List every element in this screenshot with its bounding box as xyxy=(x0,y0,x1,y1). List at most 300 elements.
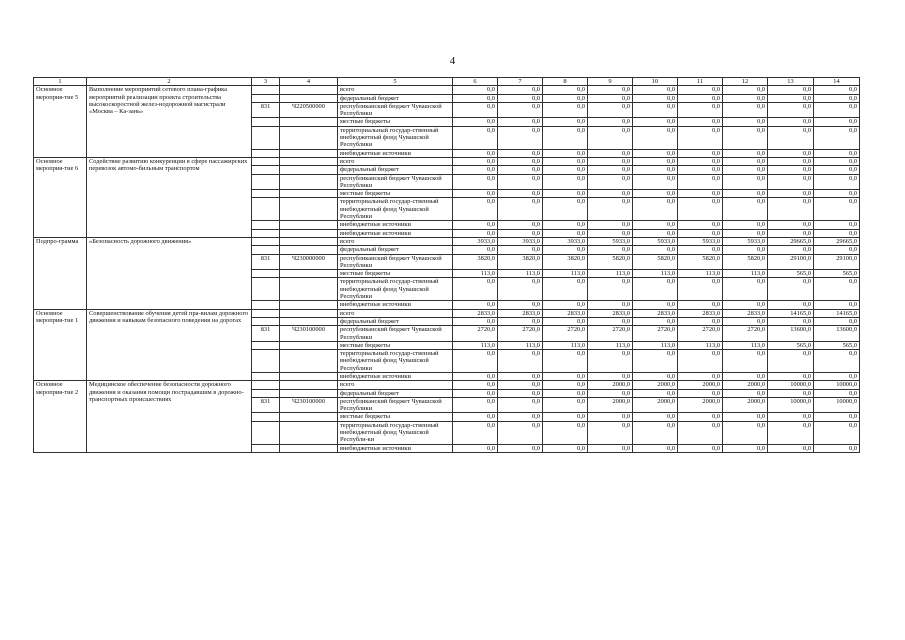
value-cell: 0,0 xyxy=(768,86,814,94)
value-cell: 0,0 xyxy=(543,198,588,221)
value-cell: 0,0 xyxy=(498,413,543,421)
value-cell: 0,0 xyxy=(814,444,860,452)
value-cell: 0,0 xyxy=(723,229,768,237)
funding-source: внебюджетные источники xyxy=(338,301,453,309)
value-cell: 29100,0 xyxy=(768,254,814,270)
header-cell: 7 xyxy=(498,78,543,86)
value-cell: 0,0 xyxy=(768,157,814,165)
target-code-cell xyxy=(280,190,338,198)
target-code-cell xyxy=(280,118,338,126)
target-code-cell xyxy=(280,237,338,245)
target-code-cell xyxy=(280,413,338,421)
code-cell xyxy=(252,198,280,221)
funding-source: федеральный бюджет xyxy=(338,246,453,254)
value-cell: 0,0 xyxy=(498,421,543,444)
value-cell: 0,0 xyxy=(723,389,768,397)
target-code-cell xyxy=(280,309,338,317)
value-cell: 0,0 xyxy=(678,174,723,190)
value-cell: 0,0 xyxy=(498,86,543,94)
block-description: Совершенствование обучения детей пра-вилам дорожного движения и навыкам безопасного поведения на дорогах xyxy=(87,309,252,381)
value-cell: 2720,0 xyxy=(543,326,588,342)
code-cell xyxy=(252,444,280,452)
target-code-cell xyxy=(280,166,338,174)
code-cell xyxy=(252,166,280,174)
value-cell: 0,0 xyxy=(498,372,543,380)
header-cell: 14 xyxy=(814,78,860,86)
block-label: Подпро-грамма xyxy=(34,237,87,309)
value-cell: 0,0 xyxy=(633,421,678,444)
value-cell: 0,0 xyxy=(723,174,768,190)
value-cell: 0,0 xyxy=(453,102,498,118)
value-cell: 0,0 xyxy=(814,190,860,198)
value-cell: 0,0 xyxy=(633,278,678,301)
value-cell: 0,0 xyxy=(814,166,860,174)
value-cell: 0,0 xyxy=(723,118,768,126)
value-cell: 0,0 xyxy=(678,102,723,118)
funding-source: территориальный государ-ственный внебюджетный фонд Чувашской Республики xyxy=(338,126,453,149)
target-code-cell xyxy=(280,389,338,397)
value-cell: 0,0 xyxy=(453,444,498,452)
value-cell: 2000,0 xyxy=(678,397,723,413)
value-cell: 0,0 xyxy=(633,126,678,149)
target-code-cell xyxy=(280,278,338,301)
table-row xyxy=(34,381,860,389)
target-code-cell xyxy=(280,381,338,389)
funding-source: федеральный бюджет xyxy=(338,94,453,102)
value-cell: 0,0 xyxy=(453,190,498,198)
value-cell: 0,0 xyxy=(498,350,543,373)
value-cell: 0,0 xyxy=(588,198,633,221)
value-cell: 0,0 xyxy=(633,413,678,421)
value-cell: 14165,0 xyxy=(768,309,814,317)
value-cell: 0,0 xyxy=(543,157,588,165)
value-cell: 0,0 xyxy=(453,372,498,380)
value-cell: 0,0 xyxy=(678,126,723,149)
value-cell: 0,0 xyxy=(768,229,814,237)
value-cell: 0,0 xyxy=(768,221,814,229)
funding-source: территориальный государ-ственный внебюджетный фонд Чувашской Республики xyxy=(338,350,453,373)
value-cell: 0,0 xyxy=(633,221,678,229)
value-cell: 0,0 xyxy=(768,174,814,190)
value-cell: 0,0 xyxy=(543,102,588,118)
value-cell: 0,0 xyxy=(588,157,633,165)
value-cell: 0,0 xyxy=(678,421,723,444)
value-cell: 2000,0 xyxy=(633,381,678,389)
value-cell: 0,0 xyxy=(453,381,498,389)
value-cell: 0,0 xyxy=(814,246,860,254)
value-cell: 113,0 xyxy=(678,270,723,278)
value-cell: 0,0 xyxy=(498,301,543,309)
funding-source: всего xyxy=(338,157,453,165)
value-cell: 113,0 xyxy=(543,341,588,349)
value-cell: 0,0 xyxy=(453,86,498,94)
value-cell: 29665,0 xyxy=(814,237,860,245)
value-cell: 10000,0 xyxy=(814,381,860,389)
value-cell: 0,0 xyxy=(678,301,723,309)
value-cell: 0,0 xyxy=(723,278,768,301)
value-cell: 2833,0 xyxy=(678,309,723,317)
funding-source: местные бюджеты xyxy=(338,413,453,421)
value-cell: 113,0 xyxy=(498,270,543,278)
value-cell: 0,0 xyxy=(498,118,543,126)
code-cell xyxy=(252,221,280,229)
value-cell: 5933,0 xyxy=(633,237,678,245)
value-cell: 0,0 xyxy=(723,301,768,309)
value-cell: 2833,0 xyxy=(633,309,678,317)
value-cell: 0,0 xyxy=(543,221,588,229)
value-cell: 0,0 xyxy=(453,301,498,309)
value-cell: 0,0 xyxy=(588,350,633,373)
value-cell: 0,0 xyxy=(768,166,814,174)
value-cell: 0,0 xyxy=(543,413,588,421)
value-cell: 13600,0 xyxy=(768,326,814,342)
code-cell xyxy=(252,350,280,373)
target-code-cell xyxy=(280,94,338,102)
value-cell: 0,0 xyxy=(814,278,860,301)
value-cell: 2833,0 xyxy=(723,309,768,317)
value-cell: 0,0 xyxy=(633,86,678,94)
value-cell: 0,0 xyxy=(543,372,588,380)
value-cell: 0,0 xyxy=(543,278,588,301)
value-cell: 0,0 xyxy=(814,86,860,94)
value-cell: 0,0 xyxy=(723,190,768,198)
value-cell: 0,0 xyxy=(723,166,768,174)
value-cell: 0,0 xyxy=(498,149,543,157)
value-cell: 0,0 xyxy=(588,221,633,229)
value-cell: 0,0 xyxy=(543,118,588,126)
value-cell: 113,0 xyxy=(678,341,723,349)
value-cell: 0,0 xyxy=(768,444,814,452)
value-cell: 565,0 xyxy=(768,341,814,349)
table-row xyxy=(34,237,860,245)
funding-source: внебюджетные источники xyxy=(338,372,453,380)
value-cell: 0,0 xyxy=(588,86,633,94)
value-cell: 2720,0 xyxy=(723,326,768,342)
value-cell: 0,0 xyxy=(633,301,678,309)
value-cell: 0,0 xyxy=(498,278,543,301)
value-cell: 113,0 xyxy=(588,341,633,349)
value-cell: 0,0 xyxy=(678,221,723,229)
value-cell: 0,0 xyxy=(723,126,768,149)
value-cell: 0,0 xyxy=(543,149,588,157)
code-cell xyxy=(252,278,280,301)
funding-source: федеральный бюджет xyxy=(338,166,453,174)
funding-source: территориальный государ-ственный внебюджетный фонд Чувашской Республи-ки xyxy=(338,421,453,444)
funding-source: территориальный государ-ственный внебюджетный фонд Чувашской Республики xyxy=(338,198,453,221)
value-cell: 0,0 xyxy=(678,413,723,421)
value-cell: 0,0 xyxy=(498,166,543,174)
target-code-cell xyxy=(280,221,338,229)
block-label: Основное мероприя-тие 1 xyxy=(34,309,87,381)
value-cell: 0,0 xyxy=(633,444,678,452)
value-cell: 0,0 xyxy=(588,118,633,126)
value-cell: 0,0 xyxy=(543,229,588,237)
value-cell: 0,0 xyxy=(633,229,678,237)
value-cell: 0,0 xyxy=(678,118,723,126)
value-cell: 0,0 xyxy=(543,174,588,190)
value-cell: 0,0 xyxy=(588,444,633,452)
value-cell: 2000,0 xyxy=(678,381,723,389)
page-number: 4 xyxy=(449,55,456,67)
value-cell: 0,0 xyxy=(498,198,543,221)
value-cell: 0,0 xyxy=(588,246,633,254)
value-cell: 0,0 xyxy=(498,444,543,452)
value-cell: 13600,0 xyxy=(814,326,860,342)
value-cell: 0,0 xyxy=(768,301,814,309)
value-cell: 0,0 xyxy=(723,94,768,102)
value-cell: 0,0 xyxy=(588,317,633,325)
target-code-cell xyxy=(280,229,338,237)
value-cell: 0,0 xyxy=(498,94,543,102)
value-cell: 0,0 xyxy=(588,102,633,118)
target-code-cell xyxy=(280,421,338,444)
value-cell: 0,0 xyxy=(588,94,633,102)
value-cell: 113,0 xyxy=(453,341,498,349)
value-cell: 0,0 xyxy=(678,86,723,94)
target-code-cell xyxy=(280,317,338,325)
value-cell: 3820,0 xyxy=(453,254,498,270)
header-cell: 13 xyxy=(768,78,814,86)
value-cell: 0,0 xyxy=(723,421,768,444)
value-cell: 0,0 xyxy=(633,317,678,325)
value-cell: 0,0 xyxy=(498,157,543,165)
value-cell: 2833,0 xyxy=(453,309,498,317)
value-cell: 0,0 xyxy=(453,350,498,373)
value-cell: 5820,0 xyxy=(633,254,678,270)
value-cell: 0,0 xyxy=(814,421,860,444)
header-cell: 4 xyxy=(280,78,338,86)
value-cell: 0,0 xyxy=(453,221,498,229)
value-cell: 0,0 xyxy=(588,413,633,421)
code-cell xyxy=(252,309,280,317)
value-cell: 0,0 xyxy=(453,126,498,149)
target-code-cell xyxy=(280,198,338,221)
funding-source: всего xyxy=(338,309,453,317)
target-code-cell: Ч230100000 xyxy=(280,326,338,342)
value-cell: 0,0 xyxy=(633,166,678,174)
value-cell: 0,0 xyxy=(588,229,633,237)
code-cell xyxy=(252,413,280,421)
value-cell: 10000,0 xyxy=(768,381,814,389)
value-cell: 0,0 xyxy=(588,278,633,301)
value-cell: 0,0 xyxy=(768,94,814,102)
value-cell: 0,0 xyxy=(588,166,633,174)
value-cell: 0,0 xyxy=(588,372,633,380)
funding-source: федеральный бюджет xyxy=(338,317,453,325)
value-cell: 0,0 xyxy=(453,149,498,157)
value-cell: 113,0 xyxy=(723,341,768,349)
value-cell: 0,0 xyxy=(678,278,723,301)
header-cell: 11 xyxy=(678,78,723,86)
value-cell: 0,0 xyxy=(453,317,498,325)
code-cell xyxy=(252,94,280,102)
value-cell: 0,0 xyxy=(814,94,860,102)
value-cell: 0,0 xyxy=(588,190,633,198)
value-cell: 0,0 xyxy=(814,102,860,118)
value-cell: 2720,0 xyxy=(498,326,543,342)
value-cell: 0,0 xyxy=(498,174,543,190)
code-cell xyxy=(252,389,280,397)
value-cell: 0,0 xyxy=(814,118,860,126)
target-code-cell xyxy=(280,86,338,94)
target-code-cell xyxy=(280,270,338,278)
block-description: Медицинское обеспечение безопасности дорожного движения и оказания помощи пострадавшим в дорожно-транспортных происшествиях xyxy=(87,381,252,453)
value-cell: 0,0 xyxy=(633,149,678,157)
target-code-cell: Ч220500000 xyxy=(280,102,338,118)
value-cell: 0,0 xyxy=(453,166,498,174)
value-cell: 0,0 xyxy=(678,157,723,165)
target-code-cell xyxy=(280,149,338,157)
value-cell: 0,0 xyxy=(498,317,543,325)
value-cell: 0,0 xyxy=(498,190,543,198)
value-cell: 0,0 xyxy=(814,372,860,380)
value-cell: 10000,0 xyxy=(814,397,860,413)
code-cell xyxy=(252,157,280,165)
value-cell: 5820,0 xyxy=(678,254,723,270)
value-cell: 0,0 xyxy=(498,126,543,149)
value-cell: 0,0 xyxy=(814,301,860,309)
value-cell: 0,0 xyxy=(723,350,768,373)
value-cell: 0,0 xyxy=(543,389,588,397)
header-cell: 1 xyxy=(34,78,87,86)
value-cell: 0,0 xyxy=(453,229,498,237)
value-cell: 0,0 xyxy=(723,444,768,452)
value-cell: 2720,0 xyxy=(633,326,678,342)
code-cell xyxy=(252,149,280,157)
value-cell: 0,0 xyxy=(633,94,678,102)
funding-source: местные бюджеты xyxy=(338,190,453,198)
header-cell: 9 xyxy=(588,78,633,86)
value-cell: 113,0 xyxy=(723,270,768,278)
value-cell: 113,0 xyxy=(498,341,543,349)
value-cell: 113,0 xyxy=(588,270,633,278)
code-cell xyxy=(252,246,280,254)
value-cell: 0,0 xyxy=(633,102,678,118)
value-cell: 0,0 xyxy=(633,350,678,373)
code-cell xyxy=(252,372,280,380)
code-cell xyxy=(252,317,280,325)
value-cell: 0,0 xyxy=(543,190,588,198)
value-cell: 565,0 xyxy=(814,341,860,349)
value-cell: 0,0 xyxy=(453,118,498,126)
funding-source: всего xyxy=(338,237,453,245)
block-label: Основное мероприя-тие 6 xyxy=(34,157,87,237)
code-cell xyxy=(252,341,280,349)
funding-source: территориальный государ-ственный внебюджетный фонд Чувашской Республики xyxy=(338,278,453,301)
code-cell xyxy=(252,174,280,190)
value-cell: 0,0 xyxy=(678,229,723,237)
value-cell: 5820,0 xyxy=(588,254,633,270)
value-cell: 3933,0 xyxy=(498,237,543,245)
code-cell xyxy=(252,381,280,389)
funding-source: внебюджетные источники xyxy=(338,229,453,237)
value-cell: 0,0 xyxy=(543,246,588,254)
value-cell: 0,0 xyxy=(723,149,768,157)
value-cell: 0,0 xyxy=(453,174,498,190)
code-cell: 831 xyxy=(252,254,280,270)
value-cell: 113,0 xyxy=(633,270,678,278)
value-cell: 113,0 xyxy=(633,341,678,349)
value-cell: 0,0 xyxy=(678,246,723,254)
value-cell: 0,0 xyxy=(678,444,723,452)
funding-source: республиканский бюджет Чувашской Республики xyxy=(338,326,453,342)
value-cell: 0,0 xyxy=(588,126,633,149)
header-cell: 2 xyxy=(87,78,252,86)
funding-source: местные бюджеты xyxy=(338,118,453,126)
value-cell: 0,0 xyxy=(814,229,860,237)
value-cell: 0,0 xyxy=(543,166,588,174)
header-cell: 6 xyxy=(453,78,498,86)
value-cell: 0,0 xyxy=(588,421,633,444)
value-cell: 0,0 xyxy=(588,149,633,157)
value-cell: 2833,0 xyxy=(588,309,633,317)
code-cell xyxy=(252,86,280,94)
value-cell: 565,0 xyxy=(814,270,860,278)
funding-source: внебюджетные источники xyxy=(338,149,453,157)
funding-source: республиканский бюджет Чувашской Республики xyxy=(338,254,453,270)
target-code-cell xyxy=(280,301,338,309)
block-description: Содействие развитию конкуренции в сфере пассажирских перевозок автомо-бильным транспортом xyxy=(87,157,252,237)
value-cell: 0,0 xyxy=(678,317,723,325)
value-cell: 0,0 xyxy=(678,198,723,221)
value-cell: 0,0 xyxy=(768,118,814,126)
value-cell: 5933,0 xyxy=(678,237,723,245)
value-cell: 2720,0 xyxy=(453,326,498,342)
value-cell: 2833,0 xyxy=(543,309,588,317)
value-cell: 0,0 xyxy=(543,94,588,102)
value-cell: 0,0 xyxy=(543,381,588,389)
value-cell: 0,0 xyxy=(814,389,860,397)
value-cell: 29665,0 xyxy=(768,237,814,245)
value-cell: 0,0 xyxy=(543,421,588,444)
value-cell: 2000,0 xyxy=(588,381,633,389)
value-cell: 0,0 xyxy=(543,126,588,149)
code-cell xyxy=(252,301,280,309)
value-cell: 0,0 xyxy=(723,246,768,254)
code-cell xyxy=(252,118,280,126)
funding-source: местные бюджеты xyxy=(338,270,453,278)
value-cell: 0,0 xyxy=(814,221,860,229)
code-cell xyxy=(252,126,280,149)
value-cell: 0,0 xyxy=(453,198,498,221)
value-cell: 0,0 xyxy=(768,149,814,157)
value-cell: 0,0 xyxy=(633,190,678,198)
value-cell: 0,0 xyxy=(543,301,588,309)
header-cell: 3 xyxy=(252,78,280,86)
code-cell: 831 xyxy=(252,102,280,118)
value-cell: 0,0 xyxy=(768,278,814,301)
value-cell: 0,0 xyxy=(768,102,814,118)
block-description: Выполнение мероприятий сетевого плана-графика мероприятий реализации проекта строительства высокоскоростной желез-нодорожной магистрали «Москва – Ка-зань» xyxy=(87,86,252,158)
block-label: Основное мероприя-тие 2 xyxy=(34,381,87,453)
value-cell: 0,0 xyxy=(723,86,768,94)
value-cell: 2720,0 xyxy=(588,326,633,342)
value-cell: 0,0 xyxy=(633,389,678,397)
value-cell: 0,0 xyxy=(768,389,814,397)
header-cell: 10 xyxy=(633,78,678,86)
target-code-cell xyxy=(280,350,338,373)
value-cell: 0,0 xyxy=(723,157,768,165)
value-cell: 0,0 xyxy=(498,246,543,254)
value-cell: 0,0 xyxy=(768,190,814,198)
funding-source: всего xyxy=(338,381,453,389)
code-cell xyxy=(252,421,280,444)
value-cell: 2833,0 xyxy=(498,309,543,317)
value-cell: 2000,0 xyxy=(588,397,633,413)
value-cell: 2000,0 xyxy=(633,397,678,413)
value-cell: 0,0 xyxy=(768,413,814,421)
value-cell: 0,0 xyxy=(814,350,860,373)
